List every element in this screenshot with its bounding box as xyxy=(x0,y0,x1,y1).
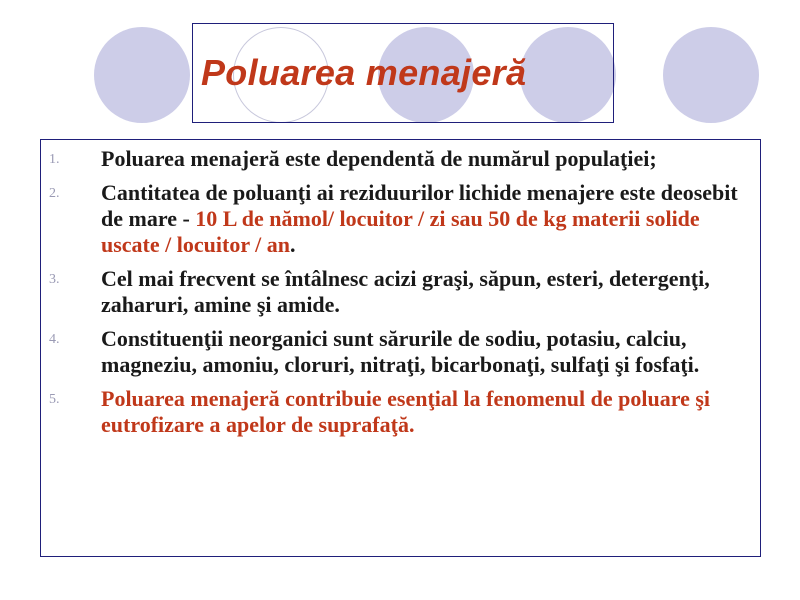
list-number: 5. xyxy=(49,392,60,407)
list-item-4 xyxy=(41,326,760,378)
list-item-3 xyxy=(41,266,760,318)
numbered-list xyxy=(41,146,760,446)
list-item-text: Poluarea menajeră contribuie esenţial la fenomenul de poluare şi eutrofizare a apelor de suprafaţă. xyxy=(101,386,711,437)
list-item-text: Constituenţii neorganici sunt sărurile de sodiu, potasiu, calciu, magneziu, amoniu, cloruri, nitraţi, bicarbonaţi, sulfaţi şi fosfaţi. xyxy=(101,326,700,377)
list-item-highlight: 10 L de nămol/ locuitor / zi sau 50 de kg materii solide uscate / locuitor / an xyxy=(101,206,700,257)
list-item-1 xyxy=(41,146,760,172)
list-number: 3. xyxy=(49,272,60,287)
decorative-circle-5 xyxy=(663,27,759,123)
list-item-text xyxy=(101,180,751,258)
slide-title: Poluarea menajeră xyxy=(201,52,527,93)
list-number: 1. xyxy=(49,152,60,167)
list-item-text: Poluarea menajeră este dependentă de numărul populaţiei; xyxy=(101,146,657,171)
list-item-5 xyxy=(41,386,760,438)
list-item-2 xyxy=(41,180,760,258)
list-number: 2. xyxy=(49,186,60,201)
list-item-text-end: . xyxy=(290,232,296,257)
list-item-text: Cel mai frecvent se întâlnesc acizi graşi, săpun, esteri, detergenţi, zaharuri, amine şi amide. xyxy=(101,266,710,317)
list-item-text-start: Cantitatea de poluanţi ai reziduurilor lichide menajere este deosebit de mare - xyxy=(101,180,738,231)
decorative-circle-1 xyxy=(94,27,190,123)
list-number: 4. xyxy=(49,332,60,347)
content-frame xyxy=(40,139,761,557)
